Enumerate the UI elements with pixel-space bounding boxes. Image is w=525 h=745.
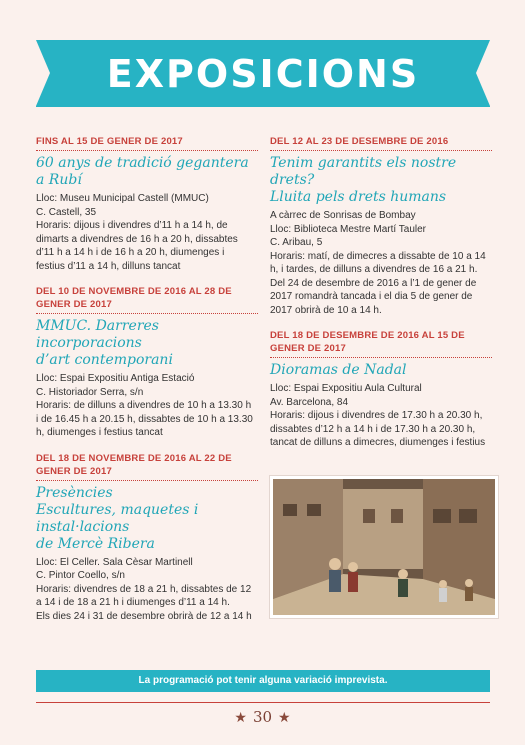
title-line: Lluita pels drets humans	[270, 189, 447, 205]
info-line: C. Aribau, 5	[270, 237, 323, 248]
info-line: Horaris: dijous i divendres d’11 h a 14 h, de	[36, 220, 228, 231]
title-line: MMUC. Darreres incorporacions	[36, 318, 159, 351]
footer-notice: La programació pot tenir alguna variació imprevista.	[36, 670, 490, 692]
page-title: EXPOSICIONS	[106, 52, 420, 96]
exhibition-date: DEL 18 DE NOVEMBRE DE 2016 AL 22 DE GENER DE 2017	[36, 452, 258, 481]
info-line: h, diumenges i festius tancat	[36, 427, 163, 438]
exhibition-title	[270, 155, 492, 206]
exhibition-title	[36, 155, 258, 189]
star-icon: ★	[234, 710, 247, 726]
info-line: 2017 romandrà tancada i el dia 5 de gener de	[270, 291, 473, 302]
info-line: i de 16.45 h a 20.15 h, dissabtes de 10 h a 13.30	[36, 413, 253, 425]
exhibition-date: DEL 12 AL 23 DE DESEMBRE DE 2016	[270, 135, 492, 151]
title-line: 60 anys de tradició gegantera a Rubí	[36, 155, 249, 188]
info-line: C. Historiador Serra, s/n	[36, 386, 144, 398]
exhibition-entry	[270, 329, 492, 450]
info-line: d’11 h a 14 h i de 16 h a 20 h, diumenges i	[36, 247, 225, 258]
info-line: Del 24 de desembre de 2016 a l’1 de gener de	[270, 277, 477, 289]
title-line: Escultures, maquetes i instal·lacions	[36, 501, 199, 535]
info-line: Lloc: Espai Expositiu Aula Cultural	[270, 383, 422, 394]
info-line: tancat de dilluns a dimecres, diumenges i festius	[270, 437, 486, 448]
exhibition-title	[36, 485, 258, 553]
info-line: Horaris: divendres de 18 a 21 h, dissabtes de 12	[36, 583, 252, 595]
exhibition-date: DEL 18 DE DESEMBRE DE 2016 AL 15 DE GENER DE 2017	[270, 329, 492, 358]
info-line: Horaris: dijous i divendres de 17.30 h a 20.30 h,	[270, 410, 483, 421]
title-line: Tenim garantits els nostre drets?	[270, 155, 457, 188]
info-line: Lloc: El Celler. Sala Cèsar Martinell	[36, 556, 193, 568]
left-column	[36, 135, 258, 635]
exhibition-title	[36, 318, 258, 369]
footer-divider	[36, 702, 490, 703]
exhibition-entry	[270, 135, 492, 317]
info-line: dimarts a divendres de 16 h a 20 h, dissabtes	[36, 233, 238, 245]
info-line: a 14 i de 18 a 21 h i diumenges d’11 a 14 h.	[36, 597, 230, 608]
info-line: Horaris: matí, de dimecres a dissabte de 10 a 14	[270, 250, 486, 262]
diorama-illustration	[273, 479, 495, 615]
title-line: d’art contemporani	[36, 352, 173, 368]
exhibition-entry	[36, 135, 258, 273]
exhibition-entry	[36, 285, 258, 440]
info-line: dissabtes d’12 h a 14 h i de 17.30 h a 20.30 h,	[270, 423, 476, 435]
exhibition-title	[270, 362, 492, 379]
info-line: festius d’11 a 14 h, dilluns tancat	[36, 260, 181, 272]
page-number-area	[0, 708, 525, 726]
page-number: 30	[252, 708, 273, 726]
info-line: Horaris: de dilluns a divendres de 10 h a 13.30 h	[36, 400, 252, 411]
diorama-photo	[270, 476, 498, 618]
exhibition-date: DEL 10 DE NOVEMBRE DE 2016 AL 28 DE GENER DE 2017	[36, 285, 258, 314]
header-banner	[36, 40, 490, 107]
info-line: h, i tardes, de dilluns a divendres de 16 a 21 h.	[270, 264, 478, 275]
info-line: C. Castell, 35	[36, 206, 97, 218]
title-line: Presències	[36, 484, 113, 501]
info-line: A càrrec de Sonrisas de Bombay	[270, 210, 416, 221]
title-line: Dioramas de Nadal	[270, 362, 407, 378]
info-line: Els dies 24 i 31 de desembre obrirà de 12 a 14 h	[36, 610, 252, 622]
info-line: Av. Barcelona, 84	[270, 396, 349, 408]
exhibition-date: FINS AL 15 DE GENER DE 2017	[36, 135, 258, 151]
info-line: Lloc: Biblioteca Mestre Martí Tauler	[270, 223, 426, 235]
info-line: Lloc: Museu Municipal Castell (MMUC)	[36, 193, 209, 204]
info-line: Lloc: Espai Expositiu Antiga Estació	[36, 373, 195, 384]
info-line: 2017 obrirà de 10 a 14 h.	[270, 304, 382, 316]
right-column	[270, 135, 492, 462]
info-line: C. Pintor Coello, s/n	[36, 570, 125, 581]
exhibition-entry	[36, 452, 258, 624]
title-line: de Mercè Ribera	[36, 535, 155, 552]
star-icon: ★	[278, 710, 291, 726]
